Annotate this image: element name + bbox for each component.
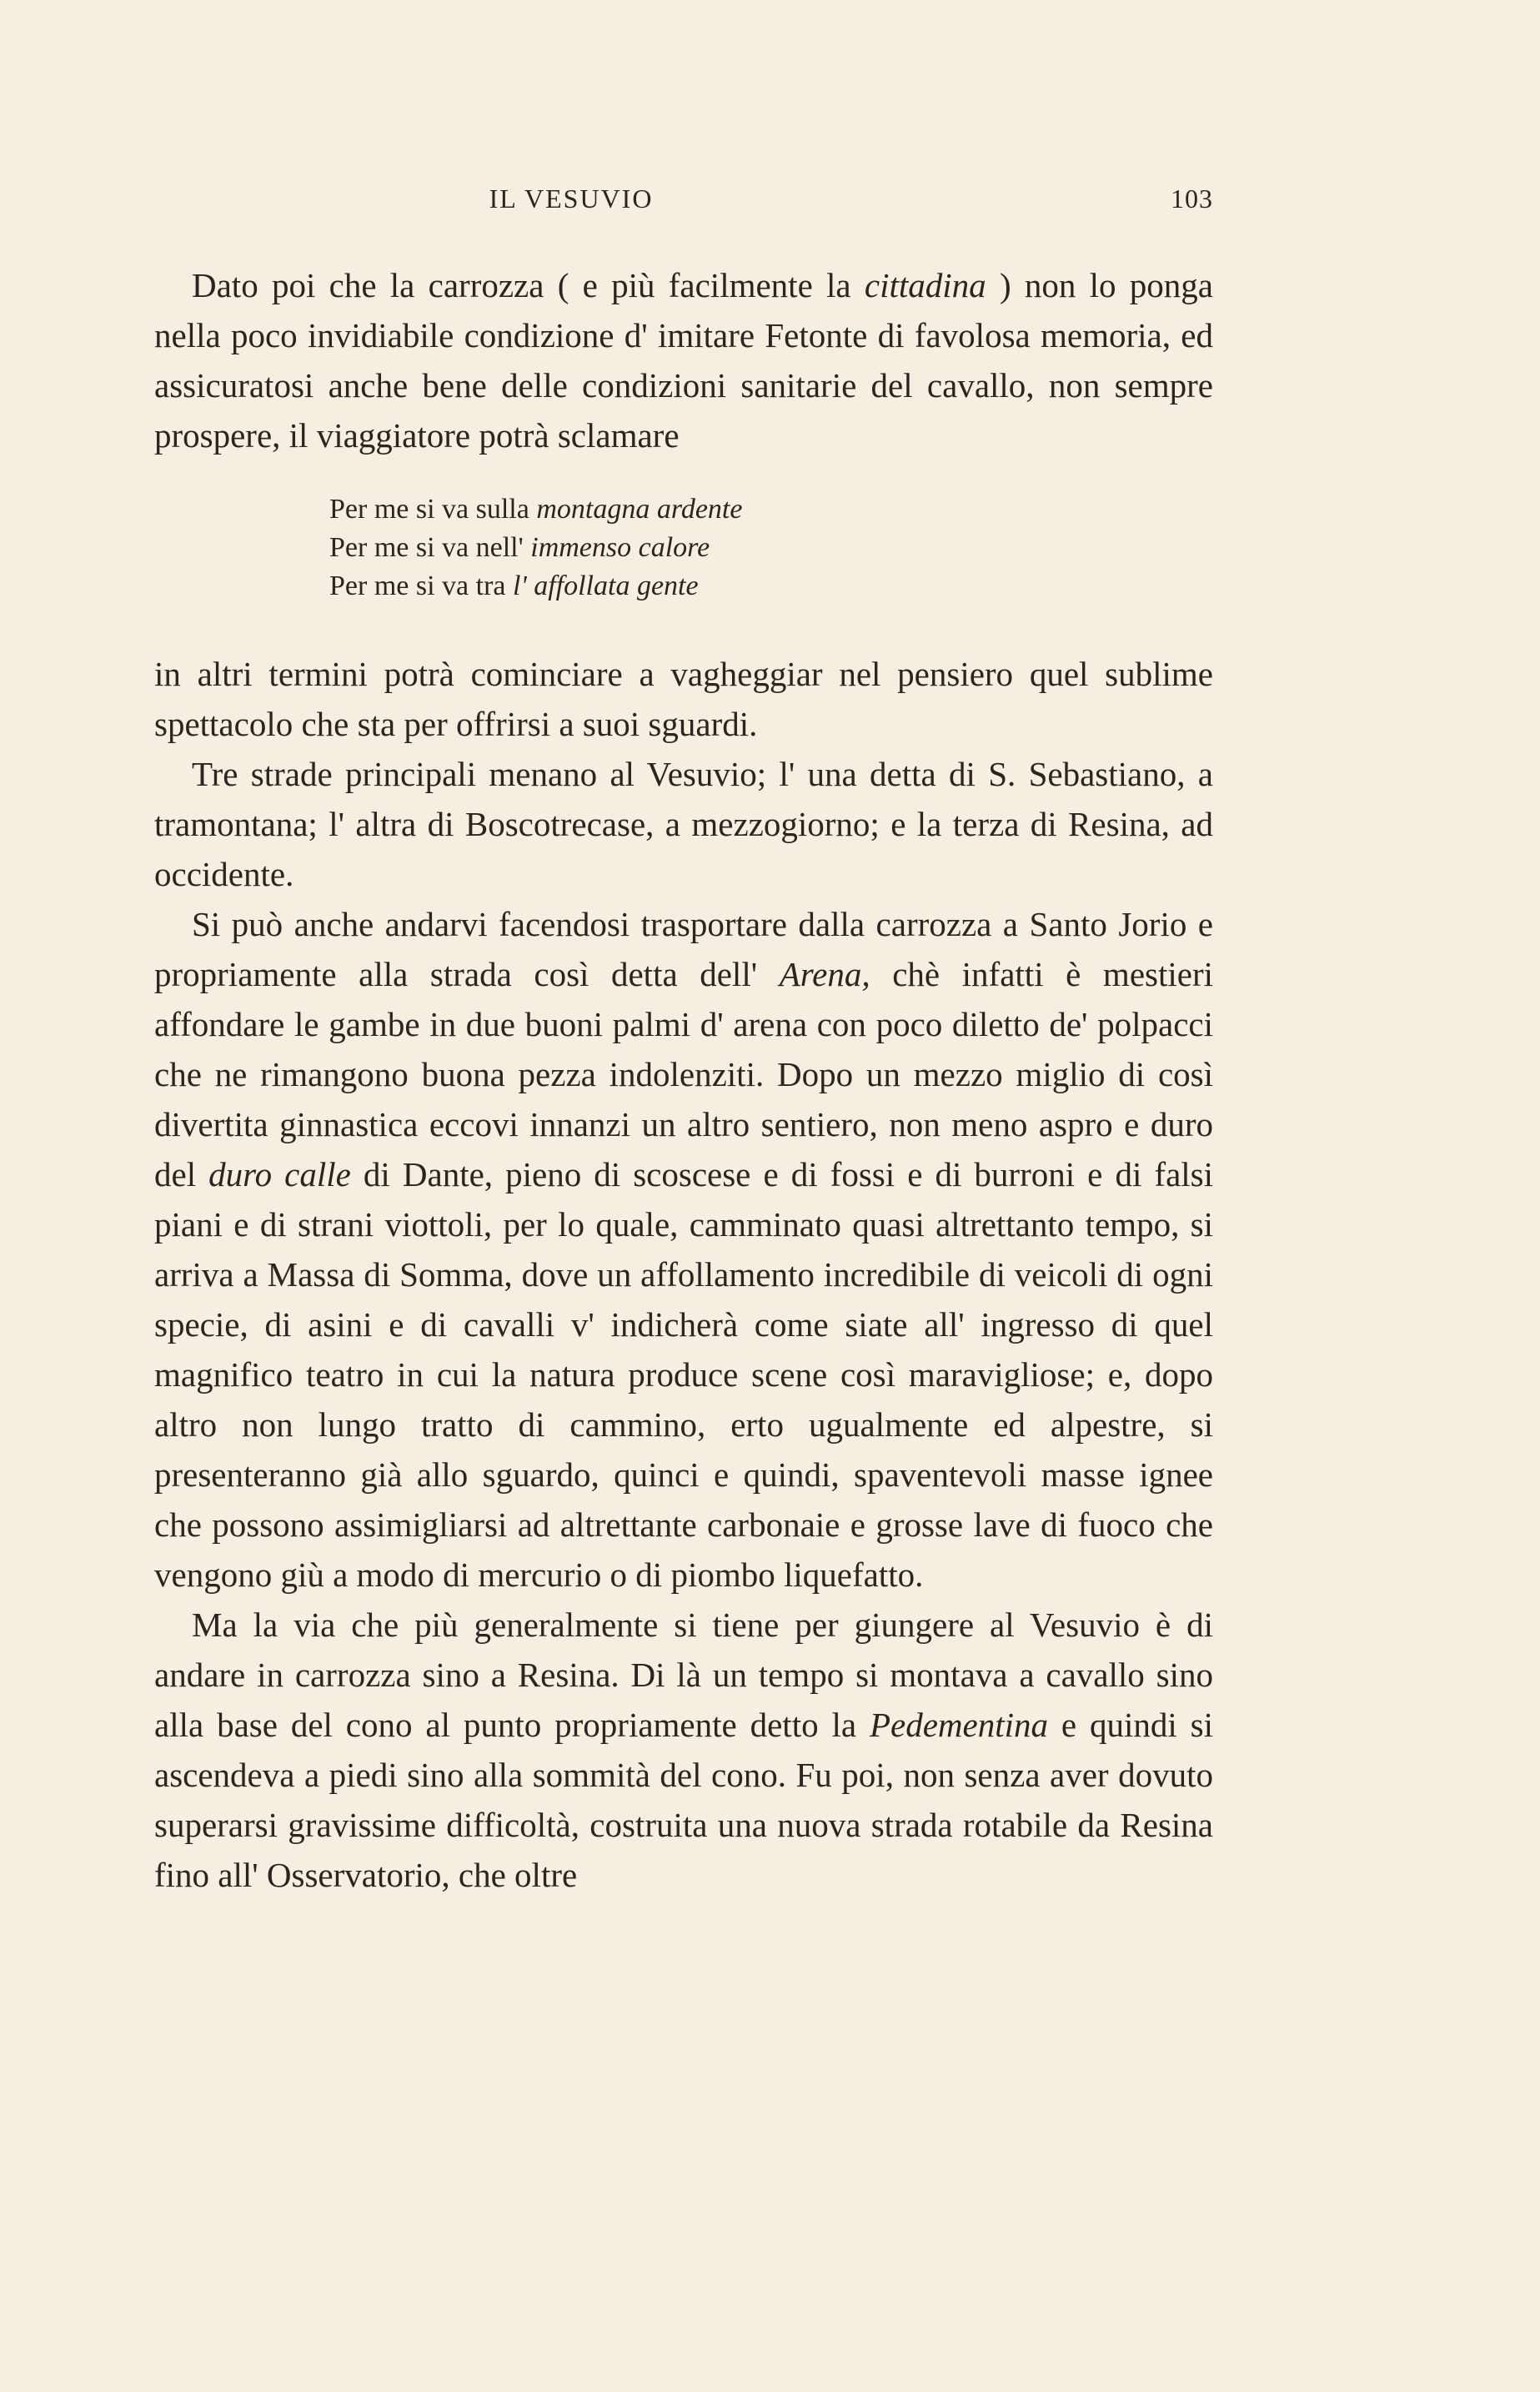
paragraph-2: in altri termini potrà cominciare a vagheggiar nel pensiero quel sublime spettacolo che sta per offrirsi a suoi sguardi. — [154, 655, 1213, 743]
page-number: 103 — [1171, 183, 1213, 214]
verse-line-2 — [329, 529, 1213, 567]
body-text — [154, 260, 1213, 1900]
paragraph-4-text-c: di Dante, pieno di scoscese e di fossi e di burroni e di falsi piani e di strani viottoli, per lo quale, camminato quasi altrettanto tempo, si arriva a Massa di Somma, dove un affollamento incredibile di veicoli di ogni specie, di asini e di cavalli v' indicherà come siate all' ingresso di quel magnifico teatro in cui la natura produce scene così maravigliose; e, dopo altro non lungo tratto di cammino, erto ugualmente ed alpestre, si presenteranno già allo sguardo, quinci e quindi, spaventevoli masse ignee che possono assimigliarsi ad altrettante carbonaie e grosse lave di fuoco che vengono giù a modo di mercurio o di piombo liquefatto. — [154, 1155, 1213, 1594]
verse-line-2-italic: immenso calore — [530, 532, 710, 563]
paragraph-5-italic: Pedementina — [869, 1706, 1048, 1744]
paragraph-4 — [154, 899, 1213, 1600]
paragraph-4-text-a: Si può anche andarvi facendosi trasportare dalla carrozza a Santo Jorio e propriamente alla strada così detta dell' — [154, 905, 1213, 993]
paragraph-5-text-a: Ma la via che più generalmente si tiene per giungere al Vesuvio è di andare in carrozza sino a Resina. Di là un tempo si montava a cavallo sino alla base del cono al punto propriamente detto la — [154, 1606, 1213, 1744]
verse-quotation — [329, 490, 1213, 606]
verse-line-1-text: Per me si va sulla — [329, 494, 537, 525]
paragraph-4-text-b: chè infatti è mestieri affondare le gambe in due buoni palmi d' arena con poco diletto de' polpacci che ne rimangono buona pezza indolenziti. Dopo un mezzo miglio di così divertita ginnastica eccovi innanzi un altro sentiero, non meno aspro e duro del — [154, 955, 1213, 1193]
page-header — [154, 183, 1213, 220]
paragraph-1-text-b: ) non lo ponga nella poco invidiabile condizione d' imitare Fetonte di favolosa memoria, ed assicuratosi anche bene delle condizioni sanitarie del cavallo, non sempre prospere, il viaggiatore potrà sclamare — [154, 266, 1213, 455]
paragraph-4-italic-arena: Arena, — [779, 955, 870, 993]
verse-line-2-text: Per me si va nell' — [329, 532, 531, 563]
paragraph-1-text-a: Dato poi che la carrozza ( e più facilmente la — [192, 266, 865, 304]
verse-line-1-italic: montagna ardente — [536, 494, 743, 525]
verse-line-1 — [329, 490, 1213, 529]
verse-line-3 — [329, 567, 1213, 606]
paragraph-1-italic: cittadina — [864, 266, 986, 304]
paragraph-4-italic-duro-calle: duro calle — [208, 1155, 351, 1193]
verse-line-3-text: Per me si va tra — [329, 570, 513, 601]
paragraph-1 — [154, 260, 1213, 460]
verse-line-3-italic: l' affollata gente — [513, 570, 699, 601]
paragraph-5 — [154, 1600, 1213, 1900]
running-title: IL VESUVIO — [489, 183, 654, 214]
paragraph-5-text-b: e quindi si ascendeva a piedi sino alla sommità del cono. Fu poi, non senza aver dovuto superarsi gravissime difficoltà, costruita una nuova strada rotabile da Resina fino all' Osservatorio, che oltre — [154, 1706, 1214, 1894]
paragraph-3: Tre strade principali menano al Vesuvio; l' una detta di S. Sebastiano, a tramontana; l' altra di Boscotrecase, a mezzogiorno; e la terza di Resina, ad occidente. — [154, 755, 1213, 893]
